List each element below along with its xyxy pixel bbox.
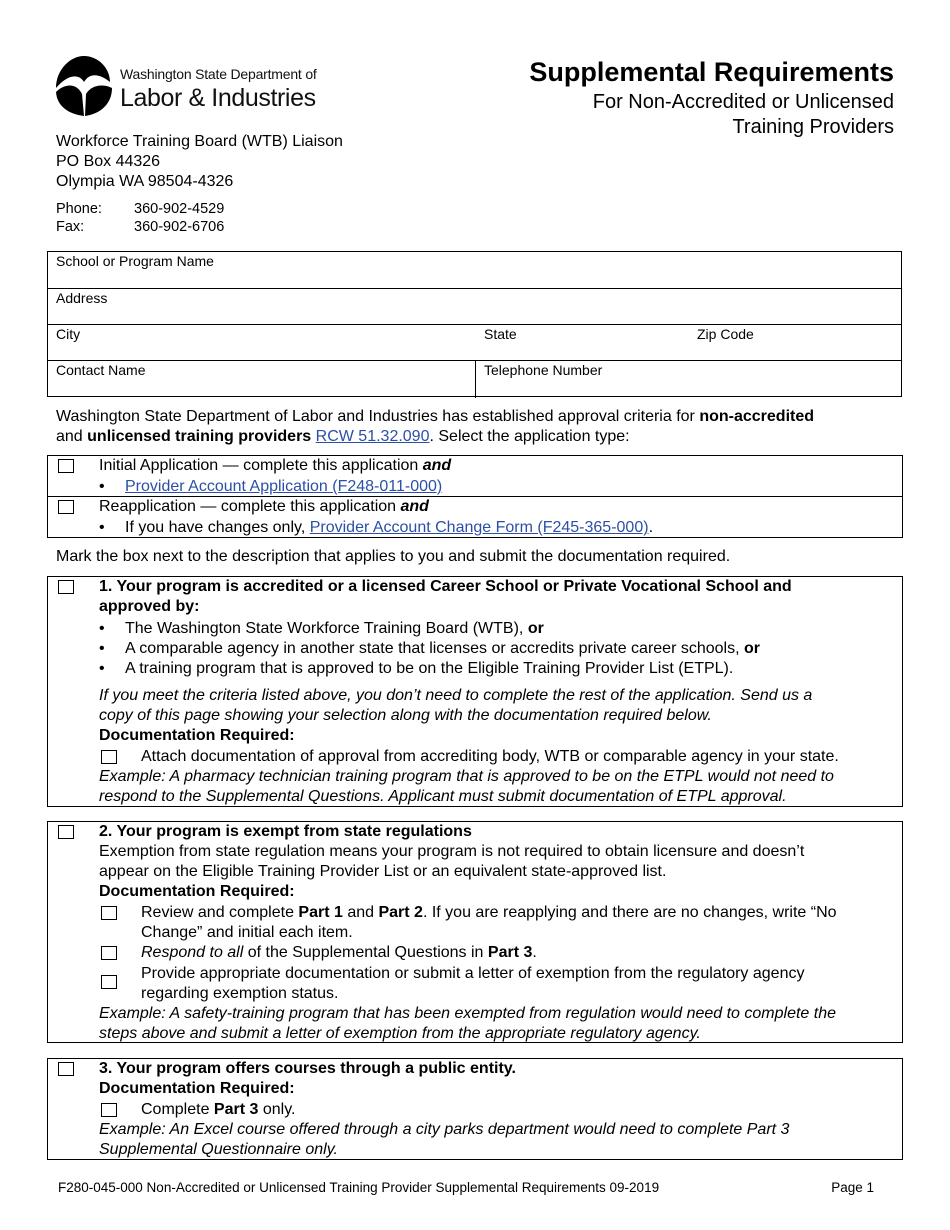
item-2-respond: Respond to all <box>141 944 244 961</box>
item-2-text: of the Supplemental Questions in <box>243 944 488 961</box>
school-name-field[interactable]: School or Program Name <box>56 253 214 269</box>
fax-number: 360-902-6706 <box>134 219 225 235</box>
rcw-link[interactable]: RCW 51.32.090 <box>315 428 430 445</box>
item-1-part3: Part 3 <box>213 1101 259 1118</box>
section-2-item-3-checkbox[interactable] <box>101 975 117 989</box>
contact-name-field[interactable]: Contact Name <box>56 362 146 378</box>
section-1-heading-line-2: approved by: <box>99 598 200 615</box>
section-2-checkbox[interactable] <box>58 825 74 839</box>
reapplication-label <box>99 497 429 517</box>
column-divider <box>475 361 476 398</box>
item-1-part2: Part 2 <box>378 904 423 921</box>
intro-bold-unlicensed: unlicensed training providers <box>87 428 312 445</box>
page-number: Page 1 <box>831 1180 874 1195</box>
example-line-2: Supplemental Questionnaire only. <box>99 1141 338 1158</box>
example-line-2: respond to the Supplemental Questions. Applicant must submit documentation of ETPL approval. <box>99 788 787 805</box>
item-1-text: Complete <box>141 1101 214 1118</box>
provider-info-form <box>47 251 902 397</box>
provider-account-application-link[interactable]: Provider Account Application (F248-011-000) <box>125 478 443 495</box>
intro-text-and: and <box>56 428 88 445</box>
example-line-1: Example: A safety-training program that has been exempted from regulation would need to complete the <box>99 1005 837 1022</box>
bullet-icon: • <box>99 519 105 536</box>
intro-paragraph <box>56 407 894 447</box>
example-line-1: Example: An Excel course offered through a city parks department would need to complete Part 3 <box>99 1121 790 1138</box>
bullet-3-text: A training program that is approved to be on the Eligible Training Provider List (ETPL). <box>125 660 734 677</box>
initial-application-checkbox[interactable] <box>58 459 74 473</box>
item-3-line-1: Provide appropriate documentation or submit a letter of exemption from the regulatory agency <box>141 965 805 982</box>
city-state-zip-row <box>48 324 901 361</box>
logo-department-name: Labor & Industries <box>120 84 316 112</box>
intro-select-type: . Select the application type: <box>429 428 630 445</box>
item-1-only: only. <box>258 1101 296 1118</box>
phone-label: Phone: <box>56 201 102 217</box>
form-identifier: F280-045-000 Non-Accredited or Unlicensed Training Provider Supplemental Requirements 09-2019 <box>58 1180 660 1195</box>
section-3-doc-required: Documentation Required: <box>99 1080 295 1097</box>
section-1-checkbox[interactable] <box>58 580 74 594</box>
item-1-rest: . If you are reapplying and there are no changes, write “No <box>422 904 837 921</box>
address-field[interactable]: Address <box>56 290 108 306</box>
address-row <box>48 288 901 325</box>
bullet-icon: • <box>99 620 105 637</box>
subtitle-line-2: Training Providers <box>732 116 894 138</box>
state-field[interactable]: State <box>484 326 517 342</box>
telephone-field[interactable]: Telephone Number <box>484 362 603 378</box>
bullet-icon: • <box>99 640 105 657</box>
desc-line-1: Exemption from state regulation means your program is not required to obtain licensure and doesn’t <box>99 843 805 860</box>
re-and: and <box>400 498 429 515</box>
section-1-item-1: Attach documentation of approval from accrediting body, WTB or comparable agency in your state. <box>141 748 839 765</box>
initial-and: and <box>422 457 452 474</box>
reapplication-checkbox[interactable] <box>58 500 74 514</box>
bullet-1-text: The Washington State Workforce Training Board (WTB), <box>125 620 528 637</box>
bullet-icon: • <box>99 478 105 495</box>
contact-row <box>48 360 901 398</box>
example-line-1: Example: A pharmacy technician training program that is approved to be on the ETPL would not need to <box>99 768 834 785</box>
application-type-box <box>47 455 903 538</box>
re-period: . <box>648 519 654 536</box>
subtitle-line-1: For Non-Accredited or Unlicensed <box>592 91 894 113</box>
item-2-period: . <box>532 944 537 961</box>
item-1-and: and <box>342 904 379 921</box>
address-line-1: Workforce Training Board (WTB) Liaison <box>56 133 343 150</box>
section-2-doc-required: Documentation Required: <box>99 883 295 900</box>
example-line-2: steps above and submit a letter of exemption from the appropriate regulatory agency. <box>99 1025 701 1042</box>
section-2-example <box>99 1004 836 1044</box>
phone-number: 360-902-4529 <box>134 201 225 217</box>
mailing-address <box>56 132 343 192</box>
section-2-box <box>47 821 903 1043</box>
city-field[interactable]: City <box>56 326 81 342</box>
section-1-box <box>47 576 903 807</box>
bullet-1-or: or <box>527 620 544 637</box>
section-3-heading: 3. Your program offers courses through a public entity. <box>99 1060 516 1077</box>
mark-instruction: Mark the box next to the description that applies to you and submit the documentation required. <box>56 548 731 565</box>
section-3-item-1 <box>141 1100 295 1120</box>
zip-field[interactable]: Zip Code <box>697 326 754 342</box>
item-1-part1: Part 1 <box>298 904 343 921</box>
re-bullet-text: If you have changes only, <box>125 519 310 536</box>
section-2-item-1-checkbox[interactable] <box>101 906 117 920</box>
section-1-example <box>99 767 834 807</box>
bullet-2-text: A comparable agency in another state that licenses or accredits private career schools, <box>125 640 744 657</box>
address-line-2: PO Box 44326 <box>56 153 161 170</box>
note-line-1: If you meet the criteria listed above, you don’t need to complete the rest of the application. Send us a <box>99 687 813 704</box>
lni-logo-icon <box>54 54 114 118</box>
bullet-2-or: or <box>744 640 760 657</box>
section-2-description <box>99 842 804 882</box>
initial-text: Initial Application — complete this application <box>99 457 423 474</box>
section-1-heading <box>99 577 792 617</box>
item-1-text: Review and complete <box>141 904 299 921</box>
logo-agency-line: Washington State Department of <box>120 66 317 82</box>
agency-logo <box>54 54 324 118</box>
section-1-doc-required: Documentation Required: <box>99 727 295 744</box>
section-2-item-3 <box>141 964 804 1004</box>
item-2-part3: Part 3 <box>487 944 533 961</box>
fax-label: Fax: <box>56 219 85 235</box>
section-3-box <box>47 1058 903 1160</box>
initial-application-label <box>99 456 451 476</box>
page-subtitle <box>593 90 894 140</box>
re-text: Reapplication — complete this application <box>99 498 401 515</box>
address-line-3: Olympia WA 98504-4326 <box>56 173 234 190</box>
section-2-item-1 <box>141 903 837 943</box>
section-3-item-1-checkbox[interactable] <box>101 1103 117 1117</box>
section-1-heading-line-1: 1. Your program is accredited or a licensed Career School or Private Vocational School and <box>99 578 792 595</box>
item-3-line-2: regarding exemption status. <box>141 985 339 1002</box>
contact-numbers <box>56 200 224 236</box>
page-title: Supplemental Requirements <box>529 57 894 87</box>
desc-line-2: appear on the Eligible Training Provider List or an equivalent state-approved list. <box>99 863 667 880</box>
section-3-checkbox[interactable] <box>58 1062 74 1076</box>
section-1-note <box>99 686 812 726</box>
item-1-line-2: Change” and initial each item. <box>141 924 353 941</box>
section-3-example <box>99 1120 789 1160</box>
section-1-item-1-checkbox[interactable] <box>101 750 117 764</box>
intro-text: Washington State Department of Labor and Industries has established approval criteria for <box>56 408 700 425</box>
section-2-item-2 <box>141 943 537 963</box>
note-line-2: copy of this page showing your selection along with the documentation required below. <box>99 707 712 724</box>
section-2-item-2-checkbox[interactable] <box>101 946 117 960</box>
bullet-icon: • <box>99 660 105 677</box>
section-2-heading: 2. Your program is exempt from state regulations <box>99 823 472 840</box>
provider-account-change-form-link[interactable]: Provider Account Change Form (F245-365-000) <box>309 519 649 536</box>
intro-bold-non-accredited: non-accredited <box>699 408 815 425</box>
